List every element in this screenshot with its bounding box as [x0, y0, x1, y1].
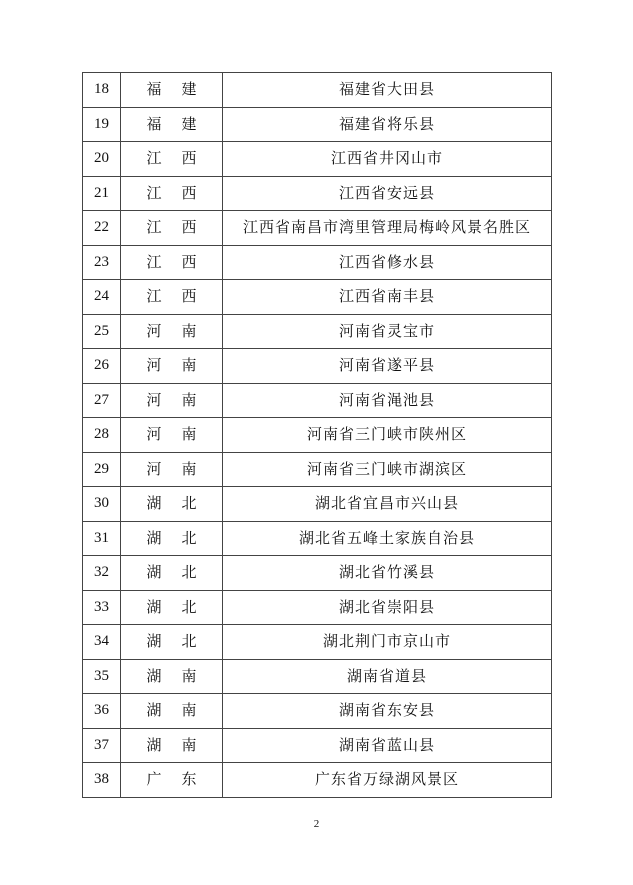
row-number: 35 — [83, 659, 121, 694]
province-cell — [121, 452, 223, 487]
province-cell — [121, 694, 223, 729]
row-number: 21 — [83, 176, 121, 211]
row-number: 20 — [83, 142, 121, 177]
place-name: 江西省南丰县 — [223, 280, 552, 315]
place-name: 河南省渑池县 — [223, 383, 552, 418]
province-cell — [121, 625, 223, 660]
province-char: 湖 — [146, 597, 162, 616]
province-char: 河 — [146, 390, 162, 409]
place-name: 福建省将乐县 — [223, 107, 552, 142]
table-row — [83, 280, 552, 315]
table-row — [83, 245, 552, 280]
province-char: 河 — [146, 356, 162, 375]
province-cell — [121, 383, 223, 418]
table-row — [83, 487, 552, 522]
province-char: 南 — [181, 666, 197, 685]
place-name: 湖北省竹溪县 — [223, 556, 552, 591]
row-number: 27 — [83, 383, 121, 418]
place-name: 湖南省蓝山县 — [223, 728, 552, 763]
province-cell — [121, 280, 223, 315]
row-number: 22 — [83, 211, 121, 246]
province-char: 南 — [181, 425, 197, 444]
place-name: 湖北省崇阳县 — [223, 590, 552, 625]
row-number: 33 — [83, 590, 121, 625]
row-number: 34 — [83, 625, 121, 660]
province-char: 湖 — [146, 735, 162, 754]
place-name: 江西省修水县 — [223, 245, 552, 280]
place-name: 江西省安远县 — [223, 176, 552, 211]
province-cell — [121, 245, 223, 280]
province-char: 河 — [146, 321, 162, 340]
province-char: 湖 — [146, 528, 162, 547]
page-number: 2 — [313, 818, 320, 830]
province-char: 江 — [146, 149, 162, 168]
table-row — [83, 176, 552, 211]
province-char: 河 — [146, 459, 162, 478]
province-char: 北 — [181, 494, 197, 513]
province-cell — [121, 142, 223, 177]
province-char: 东 — [181, 770, 197, 789]
province-char: 西 — [181, 183, 197, 202]
province-char: 湖 — [146, 666, 162, 685]
row-number: 32 — [83, 556, 121, 591]
province-char: 建 — [181, 80, 197, 99]
province-char: 南 — [181, 356, 197, 375]
place-name: 湖南省道县 — [223, 659, 552, 694]
province-char: 广 — [146, 770, 162, 789]
province-cell — [121, 73, 223, 108]
province-cell — [121, 659, 223, 694]
row-number: 37 — [83, 728, 121, 763]
province-char: 湖 — [146, 494, 162, 513]
province-char: 南 — [181, 459, 197, 478]
row-number: 19 — [83, 107, 121, 142]
table-row — [83, 452, 552, 487]
row-number: 29 — [83, 452, 121, 487]
place-name: 江西省井冈山市 — [223, 142, 552, 177]
place-name: 湖北省宜昌市兴山县 — [223, 487, 552, 522]
row-number: 30 — [83, 487, 121, 522]
province-char: 江 — [146, 218, 162, 237]
province-cell — [121, 763, 223, 798]
province-cell — [121, 487, 223, 522]
province-cell — [121, 728, 223, 763]
province-cell — [121, 521, 223, 556]
table-row — [83, 521, 552, 556]
table-row — [83, 211, 552, 246]
province-char: 西 — [181, 287, 197, 306]
province-cell — [121, 176, 223, 211]
table-body — [83, 73, 552, 798]
row-number: 28 — [83, 418, 121, 453]
province-cell — [121, 314, 223, 349]
place-name: 湖北荆门市京山市 — [223, 625, 552, 660]
table-row — [83, 694, 552, 729]
place-name: 福建省大田县 — [223, 73, 552, 108]
province-char: 建 — [181, 114, 197, 133]
province-char: 北 — [181, 528, 197, 547]
province-char: 河 — [146, 425, 162, 444]
row-number: 26 — [83, 349, 121, 384]
place-name: 江西省南昌市湾里管理局梅岭风景名胜区 — [223, 211, 552, 246]
province-char: 南 — [181, 701, 197, 720]
province-cell — [121, 211, 223, 246]
province-cell — [121, 349, 223, 384]
table-row — [83, 625, 552, 660]
province-char: 福 — [146, 114, 162, 133]
place-name: 河南省灵宝市 — [223, 314, 552, 349]
province-cell — [121, 418, 223, 453]
place-name: 河南省遂平县 — [223, 349, 552, 384]
table-row — [83, 107, 552, 142]
table-row — [83, 659, 552, 694]
row-number: 23 — [83, 245, 121, 280]
province-char: 湖 — [146, 632, 162, 651]
table-row — [83, 349, 552, 384]
row-number: 25 — [83, 314, 121, 349]
place-name: 河南省三门峡市湖滨区 — [223, 452, 552, 487]
province-char: 江 — [146, 287, 162, 306]
table-row — [83, 763, 552, 798]
province-char: 北 — [181, 632, 197, 651]
province-char: 福 — [146, 80, 162, 99]
province-cell — [121, 107, 223, 142]
table-row — [83, 383, 552, 418]
table-row — [83, 142, 552, 177]
province-char: 湖 — [146, 701, 162, 720]
province-char: 南 — [181, 390, 197, 409]
province-char: 湖 — [146, 563, 162, 582]
table-row — [83, 728, 552, 763]
place-name: 广东省万绿湖风景区 — [223, 763, 552, 798]
row-number: 31 — [83, 521, 121, 556]
row-number: 18 — [83, 73, 121, 108]
row-number: 36 — [83, 694, 121, 729]
province-char: 南 — [181, 735, 197, 754]
province-char: 西 — [181, 252, 197, 271]
row-number: 24 — [83, 280, 121, 315]
province-char: 江 — [146, 252, 162, 271]
place-name: 河南省三门峡市陕州区 — [223, 418, 552, 453]
province-char: 西 — [181, 218, 197, 237]
place-name: 湖南省东安县 — [223, 694, 552, 729]
province-char: 南 — [181, 321, 197, 340]
province-char: 北 — [181, 563, 197, 582]
region-list-table — [82, 72, 552, 798]
table-row — [83, 556, 552, 591]
row-number: 38 — [83, 763, 121, 798]
table-row — [83, 418, 552, 453]
province-char: 西 — [181, 149, 197, 168]
table-row — [83, 73, 552, 108]
table-row — [83, 590, 552, 625]
province-cell — [121, 590, 223, 625]
province-char: 江 — [146, 183, 162, 202]
table-row — [83, 314, 552, 349]
province-cell — [121, 556, 223, 591]
province-char: 北 — [181, 597, 197, 616]
place-name: 湖北省五峰土家族自治县 — [223, 521, 552, 556]
